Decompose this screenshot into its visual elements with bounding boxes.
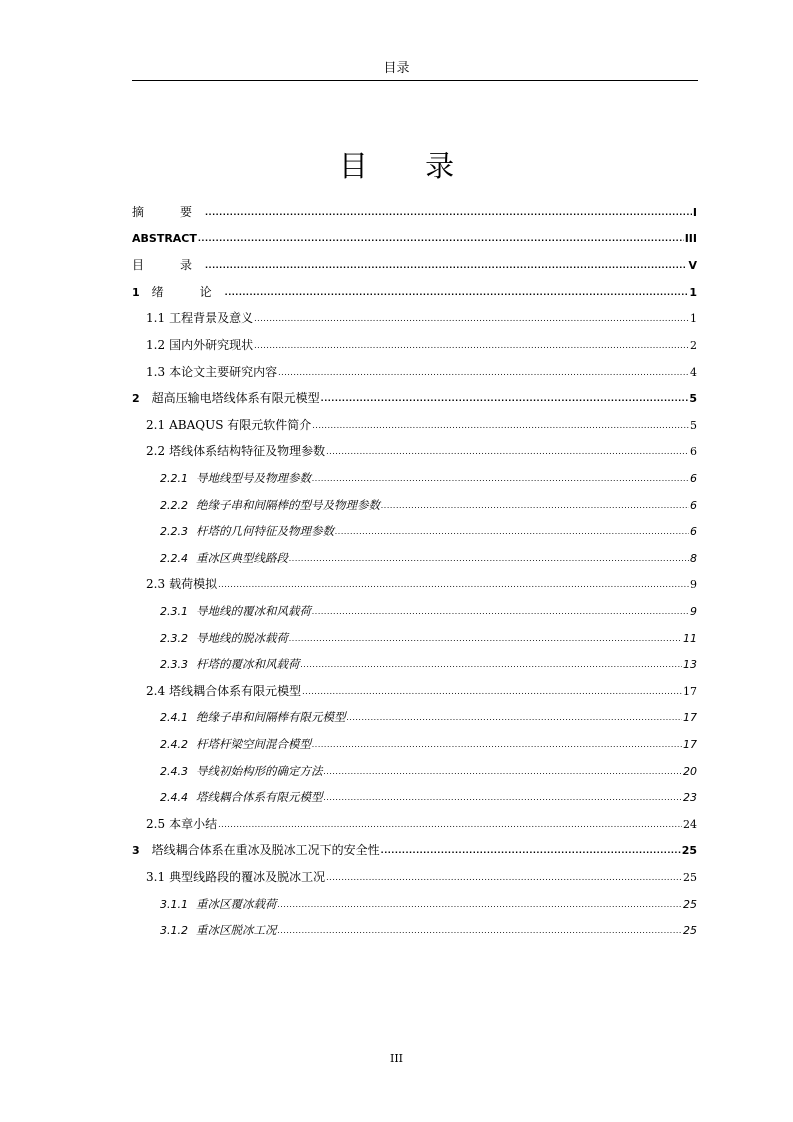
- toc-entry-label: [160, 921, 277, 940]
- toc-dot-leader: [302, 683, 682, 701]
- toc-entry[interactable]: [146, 815, 697, 833]
- toc-dot-leader: [312, 470, 689, 488]
- toc-dot-leader: [321, 390, 689, 408]
- toc-dot-leader: [312, 736, 682, 754]
- toc-entry[interactable]: [132, 256, 697, 274]
- toc-entry-number: 2.4.3: [160, 764, 188, 778]
- toc-dot-leader: [326, 869, 682, 887]
- toc-entry-label: [160, 762, 323, 781]
- toc-dot-leader: [381, 497, 689, 515]
- toc-entry[interactable]: [146, 868, 697, 886]
- toc-entry-page: 8: [690, 551, 697, 565]
- toc-entry-page: I: [692, 206, 697, 219]
- toc-entry-label: [146, 336, 253, 354]
- toc-entry-text: 塔线耦合体系有限元模型: [196, 790, 323, 805]
- toc-entry-text: 导地线的覆冰和风载荷: [196, 604, 311, 618]
- toc-dot-leader: [326, 443, 689, 461]
- toc-entry-text: 超高压输电塔线体系有限元模型: [151, 391, 320, 406]
- toc-entry-page: 20: [683, 764, 697, 778]
- toc-entry-number: 2.3.2: [160, 631, 188, 645]
- toc-entry-label: [132, 203, 204, 221]
- toc-entry-number: 2.3: [146, 577, 166, 592]
- toc-entry-page: 5: [690, 418, 697, 432]
- toc-entry[interactable]: [160, 602, 697, 620]
- toc-dot-leader: [312, 603, 689, 621]
- toc-entry-label: [146, 309, 253, 327]
- toc-entry-text: 绝缘子串和间隔棒有限元模型: [196, 710, 346, 725]
- toc-entry-number: 2.2.4: [160, 551, 188, 565]
- toc-dot-leader: [218, 576, 689, 594]
- toc-entry-text: 典型线路段的覆冰及脱冰工况: [169, 870, 326, 884]
- toc-entry-number: 2.5: [146, 816, 166, 831]
- toc-dot-leader: [278, 922, 683, 940]
- toc-entry-number: 2.2: [146, 444, 166, 459]
- toc-entry-label: [146, 682, 301, 700]
- toc-entry-number: 2.2.1: [160, 472, 188, 485]
- toc-entry[interactable]: [146, 416, 697, 434]
- toc-entry-page: 6: [690, 445, 697, 459]
- toc-dot-leader: [278, 896, 683, 914]
- toc-entry-page: 1: [689, 285, 697, 299]
- toc-entry-number: 1.1: [146, 311, 166, 326]
- toc-entry-page: 13: [683, 658, 697, 672]
- toc-entry-text: 杆塔杆梁空间混合模型: [196, 737, 311, 751]
- toc-dot-leader: [301, 656, 683, 674]
- toc-entry-page: 11: [683, 631, 697, 645]
- toc-entry-page: 6: [690, 498, 697, 512]
- toc-entry[interactable]: [132, 230, 697, 248]
- toc-entry[interactable]: [132, 283, 697, 301]
- toc-entry-text: 导地线的脱冰载荷: [196, 630, 288, 645]
- toc-entry[interactable]: [160, 921, 697, 939]
- toc-entry-page: 25: [683, 871, 697, 884]
- toc-entry[interactable]: [146, 336, 697, 354]
- toc-entry[interactable]: [146, 442, 697, 460]
- toc-entry[interactable]: [160, 496, 697, 514]
- toc-dot-leader: [381, 842, 681, 860]
- toc-entry-number: 1: [132, 285, 140, 299]
- toc-entry[interactable]: [160, 522, 697, 540]
- toc-entry-number: 2.4.1: [160, 711, 188, 725]
- toc-entry-text: ABAQUS 有限元软件简介: [169, 417, 312, 432]
- toc-dot-leader: [254, 310, 689, 328]
- toc-entry[interactable]: [132, 841, 697, 859]
- toc-dot-leader: [198, 230, 684, 248]
- toc-entry-number: 2.1: [146, 417, 166, 432]
- toc-entry-page: 6: [690, 525, 697, 539]
- toc-entry-text: 杆塔的覆冰和风载荷: [196, 657, 300, 672]
- toc-entry-text: 载荷模拟: [169, 577, 218, 592]
- toc-entry-label: [160, 629, 288, 648]
- toc-entry-text: 塔线体系结构特征及物理参数: [169, 444, 326, 459]
- page-title: 目 录: [338, 149, 479, 183]
- toc-entry-number: 2.3.1: [160, 605, 188, 618]
- toc-entry-number: 1.2: [146, 338, 166, 352]
- toc-dot-leader: [218, 816, 682, 834]
- toc-entry-text: ABSTRACT: [132, 231, 197, 245]
- toc-entry-text: 绪 论: [151, 284, 224, 299]
- toc-entry-page: 17: [683, 711, 697, 725]
- toc-entry[interactable]: [160, 895, 697, 913]
- toc-entry[interactable]: [160, 788, 697, 806]
- toc-entry-label: [132, 256, 204, 274]
- toc-entry-label: [160, 496, 380, 515]
- toc-entry-page: 2: [690, 339, 697, 352]
- toc-entry-number: 1.3: [146, 364, 166, 379]
- toc-entry-label: [160, 895, 277, 914]
- toc-entry[interactable]: [160, 708, 697, 726]
- toc-entry[interactable]: [146, 309, 697, 327]
- toc-entry-text: 摘 要: [132, 205, 205, 219]
- toc-entry-page: 6: [690, 472, 697, 485]
- toc-dot-leader: [205, 204, 692, 222]
- toc-entry-label: [160, 655, 300, 674]
- toc-entry-page: V: [688, 259, 697, 273]
- toc-dot-leader: [254, 337, 689, 355]
- toc-entry[interactable]: [146, 363, 697, 381]
- toc-entry[interactable]: [160, 655, 697, 673]
- toc-entry-label: [132, 841, 380, 860]
- running-header: 目录: [383, 61, 410, 76]
- toc-entry-label: [146, 575, 217, 593]
- toc-dot-leader: [278, 364, 689, 382]
- toc-entry-label: [160, 788, 323, 807]
- toc-entry-page: 24: [683, 817, 697, 831]
- toc-entry-page: 23: [683, 791, 697, 805]
- toc-entry-label: [132, 230, 197, 248]
- toc-dot-leader: [225, 284, 689, 302]
- toc-entry-number: 2.4: [146, 683, 166, 698]
- toc-entry-page: 25: [683, 924, 697, 938]
- toc-entry-number: 2.2.2: [160, 498, 188, 512]
- toc-dot-leader: [335, 523, 689, 541]
- toc-entry[interactable]: [160, 629, 697, 647]
- toc-entry-label: [132, 283, 224, 302]
- toc-entry[interactable]: [146, 575, 697, 593]
- toc-dot-leader: [324, 763, 683, 781]
- toc-entry[interactable]: [160, 762, 697, 780]
- toc-entry[interactable]: [132, 203, 697, 221]
- toc-entry-text: 杆塔的几何特征及物理参数: [196, 524, 334, 539]
- toc-entry-text: 重冰区典型线路段: [196, 550, 288, 565]
- toc-entry-label: [160, 469, 311, 488]
- toc-entry-label: [146, 416, 311, 434]
- toc-entry-number: 3.1: [146, 870, 166, 884]
- toc-entry-label: [160, 708, 346, 727]
- toc-entry-label: [160, 735, 311, 754]
- toc-entry-text: 导地线型号及物理参数: [196, 471, 311, 485]
- toc-entry-page: 17: [683, 738, 697, 751]
- toc-dot-leader: [205, 257, 687, 275]
- toc-entry-text: 导线初始构形的确定方法: [196, 763, 323, 778]
- toc-entry-page: III: [684, 231, 697, 245]
- toc-entry-page: 9: [690, 605, 697, 618]
- toc-entry-text: 塔线耦合体系有限元模型: [169, 683, 302, 698]
- toc-entry[interactable]: [132, 389, 697, 407]
- toc-entry-label: [146, 442, 325, 460]
- toc-entry-text: 重冰区覆冰载荷: [196, 896, 277, 911]
- toc-entry-number: 3.1.1: [160, 897, 188, 911]
- toc-entry-number: 2: [132, 392, 140, 406]
- toc-entry-label: [160, 602, 311, 621]
- toc-entry-text: 重冰区脱冰工况: [196, 923, 277, 938]
- toc-entry-number: 3.1.2: [160, 924, 188, 938]
- toc-entry-number: 2.4.2: [160, 738, 188, 751]
- toc-entry-text: 目 录: [132, 258, 205, 273]
- toc-dot-leader: [312, 417, 689, 435]
- toc-entry-label: [132, 389, 320, 408]
- toc-entry-page: 25: [681, 844, 697, 858]
- toc-dot-leader: [324, 789, 683, 807]
- toc-entry-label: [146, 363, 277, 381]
- toc-entry-number: 2.2.3: [160, 525, 188, 539]
- toc-entry-text: 工程背景及意义: [169, 311, 254, 326]
- toc-entry-text: 塔线耦合体系在重冰及脱冰工况下的安全性: [151, 843, 380, 858]
- toc-entry-label: [146, 868, 325, 886]
- toc-entry-text: 本章小结: [169, 816, 218, 831]
- toc-entry-page: 17: [683, 684, 697, 698]
- toc-entry-number: 2.3.3: [160, 658, 188, 672]
- toc-entry-number: 3: [132, 844, 140, 858]
- toc-entry-page: 25: [683, 897, 697, 911]
- toc-entry[interactable]: [160, 469, 697, 487]
- toc-entry[interactable]: [160, 549, 697, 567]
- toc-entry-text: 国内外研究现状: [169, 338, 254, 352]
- toc-dot-leader: [289, 630, 682, 648]
- toc-entry-page: 4: [690, 365, 697, 379]
- toc-entry-label: [160, 549, 288, 568]
- toc-entry-text: 绝缘子串和间隔棒的型号及物理参数: [196, 497, 380, 512]
- toc-entry[interactable]: [146, 682, 697, 700]
- toc-entry-label: [146, 815, 217, 833]
- toc-dot-leader: [289, 550, 689, 568]
- toc-entry-page: 5: [689, 392, 697, 406]
- toc-entry-page: 1: [690, 312, 697, 326]
- toc-entry-number: 2.4.4: [160, 791, 188, 805]
- toc-entry[interactable]: [160, 735, 697, 753]
- toc-dot-leader: [347, 709, 683, 727]
- toc-entry-label: [160, 522, 334, 541]
- page-number: III: [389, 1052, 404, 1065]
- toc-entry-page: 9: [690, 578, 697, 592]
- toc-entry-text: 本论文主要研究内容: [169, 364, 278, 379]
